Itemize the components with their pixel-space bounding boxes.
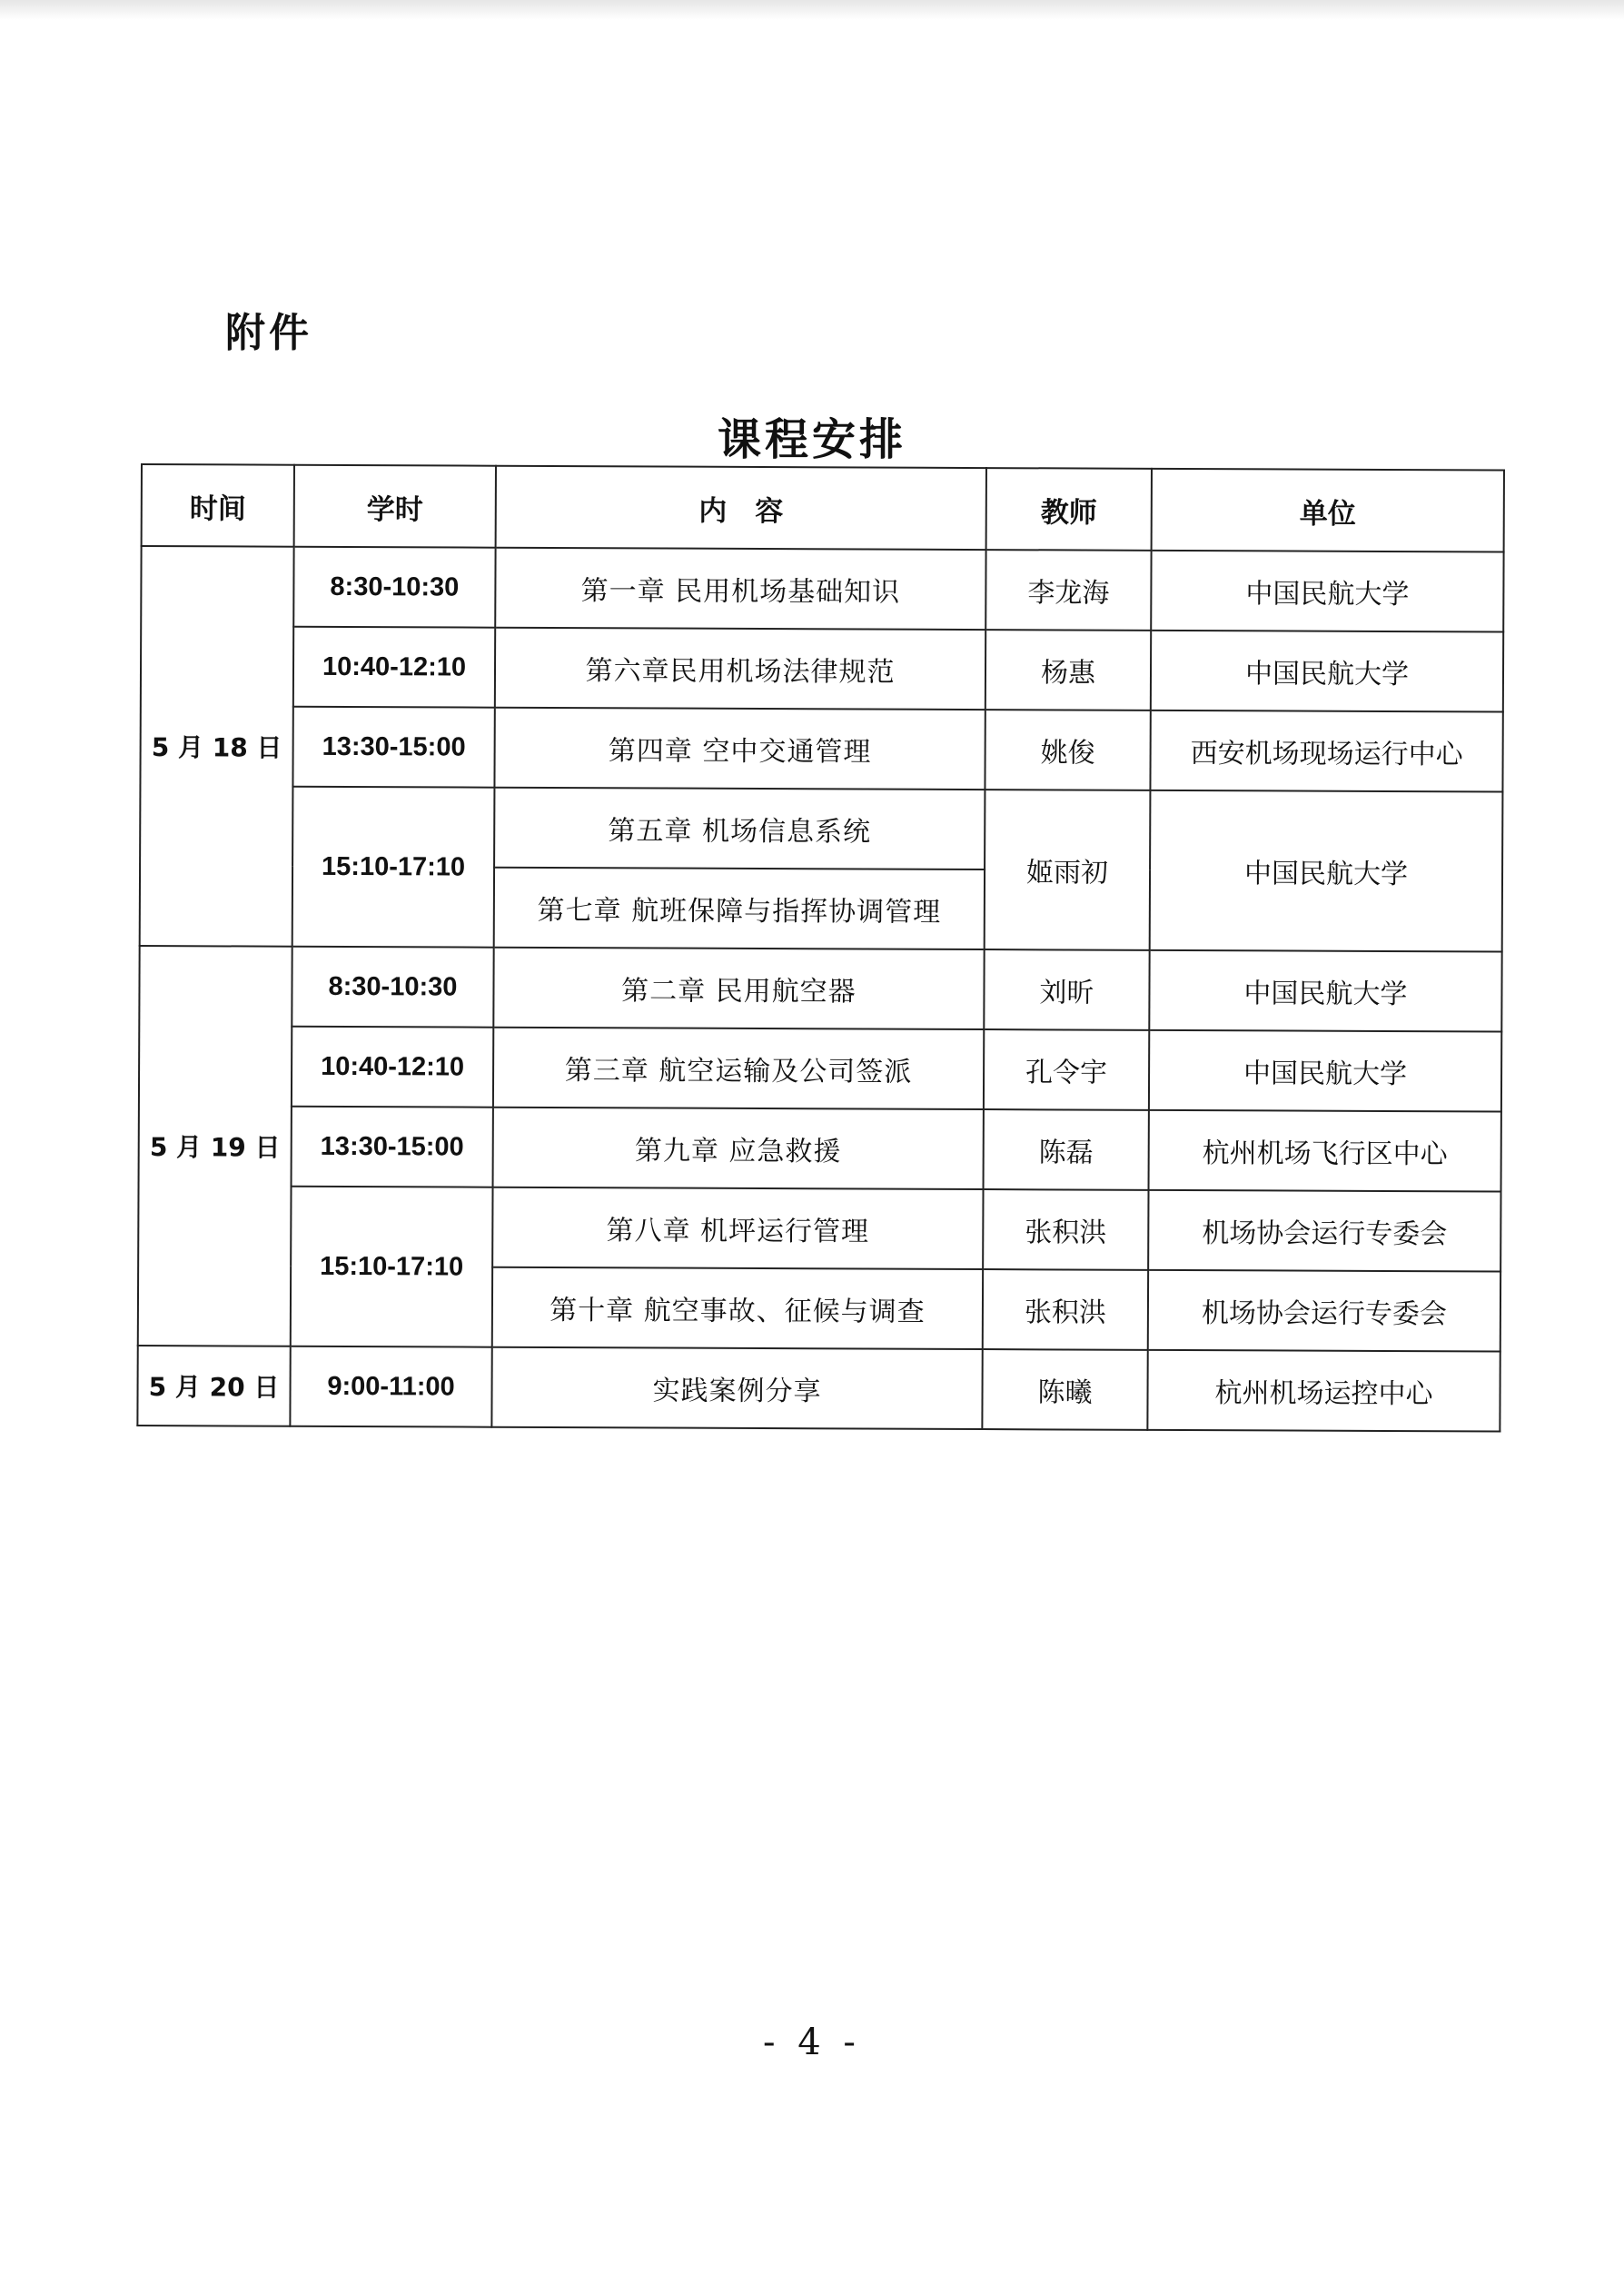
unit-cell: 机场协会运行专委会 [1148,1270,1500,1352]
content-cell: 第二章 民用航空器 [493,948,984,1029]
table-row [141,546,1503,632]
teacher-cell: 杨惠 [985,630,1151,710]
teacher-cell: 孔令宇 [984,1029,1149,1110]
content-cell: 第五章 机场信息系统 [494,788,985,869]
content-cell: 第六章民用机场法律规范 [495,628,985,710]
table-row [138,1186,1500,1272]
date-cell: 5 月 18 日 [140,546,294,947]
content-cell: 第四章 空中交通管理 [494,708,985,790]
date-cell: 5 月 19 日 [138,946,292,1346]
unit-cell: 杭州机场运控中心 [1147,1350,1500,1432]
date-cell: 5 月 20 日 [137,1346,290,1426]
teacher-cell: 姚俊 [985,710,1150,790]
teacher-cell: 李龙海 [985,550,1151,631]
content-cell: 第九章 应急救援 [493,1108,984,1189]
teacher-cell: 姬雨初 [985,790,1151,950]
time-cell: 13:30-15:00 [292,1107,493,1187]
table-row [140,786,1502,872]
time-cell: 9:00-11:00 [290,1346,491,1427]
teacher-cell: 张积洪 [983,1269,1148,1350]
header-content: 内 容 [496,466,986,550]
content-cell: 第七章 航班保障与指挥协调管理 [494,868,985,949]
unit-cell: 机场协会运行专委会 [1148,1190,1500,1272]
unit-cell: 中国民航大学 [1151,551,1503,632]
table-row [141,626,1503,712]
content-cell: 实践案例分享 [491,1347,982,1429]
unit-cell: 中国民航大学 [1149,950,1501,1032]
attachment-label: 附件 [225,310,312,356]
header-unit: 单位 [1152,469,1504,552]
table-row [139,1026,1501,1112]
time-cell: 10:40-12:10 [293,627,495,708]
table-header-row [142,464,1504,552]
scan-edge [0,0,1624,20]
unit-cell: 杭州机场飞行区中心 [1149,1110,1501,1192]
time-cell: 15:10-17:10 [292,787,495,948]
table-row [140,706,1502,792]
header-date: 时间 [142,464,294,547]
table-row [139,1106,1501,1192]
teacher-cell: 陈曦 [982,1349,1147,1430]
course-schedule-table [136,463,1505,1433]
time-cell: 8:30-10:30 [293,547,495,628]
unit-cell: 中国民航大学 [1151,631,1503,712]
time-cell: 10:40-12:10 [292,1027,493,1108]
table-row [139,946,1501,1032]
header-hours: 学时 [294,465,496,548]
table-row [137,1346,1500,1432]
unit-cell: 中国民航大学 [1149,1030,1501,1112]
content-cell: 第一章 民用机场基础知识 [495,548,985,630]
unit-cell: 西安机场现场运行中心 [1150,710,1502,792]
page-number: - 4 - [763,2022,861,2063]
content-cell: 第八章 机坪运行管理 [492,1187,983,1269]
teacher-cell: 陈磊 [984,1109,1149,1190]
unit-cell: 中国民航大学 [1150,790,1503,952]
teacher-cell: 刘昕 [984,949,1149,1030]
content-cell: 第三章 航空运输及公司签派 [493,1028,984,1109]
time-cell: 15:10-17:10 [291,1187,493,1347]
time-cell: 8:30-10:30 [292,947,493,1028]
time-cell: 13:30-15:00 [292,707,494,788]
header-teacher: 教师 [986,468,1152,551]
teacher-cell: 张积洪 [983,1189,1148,1270]
page-title: 课程安排 [717,414,906,465]
content-cell: 第十章 航空事故、征候与调查 [492,1267,983,1349]
